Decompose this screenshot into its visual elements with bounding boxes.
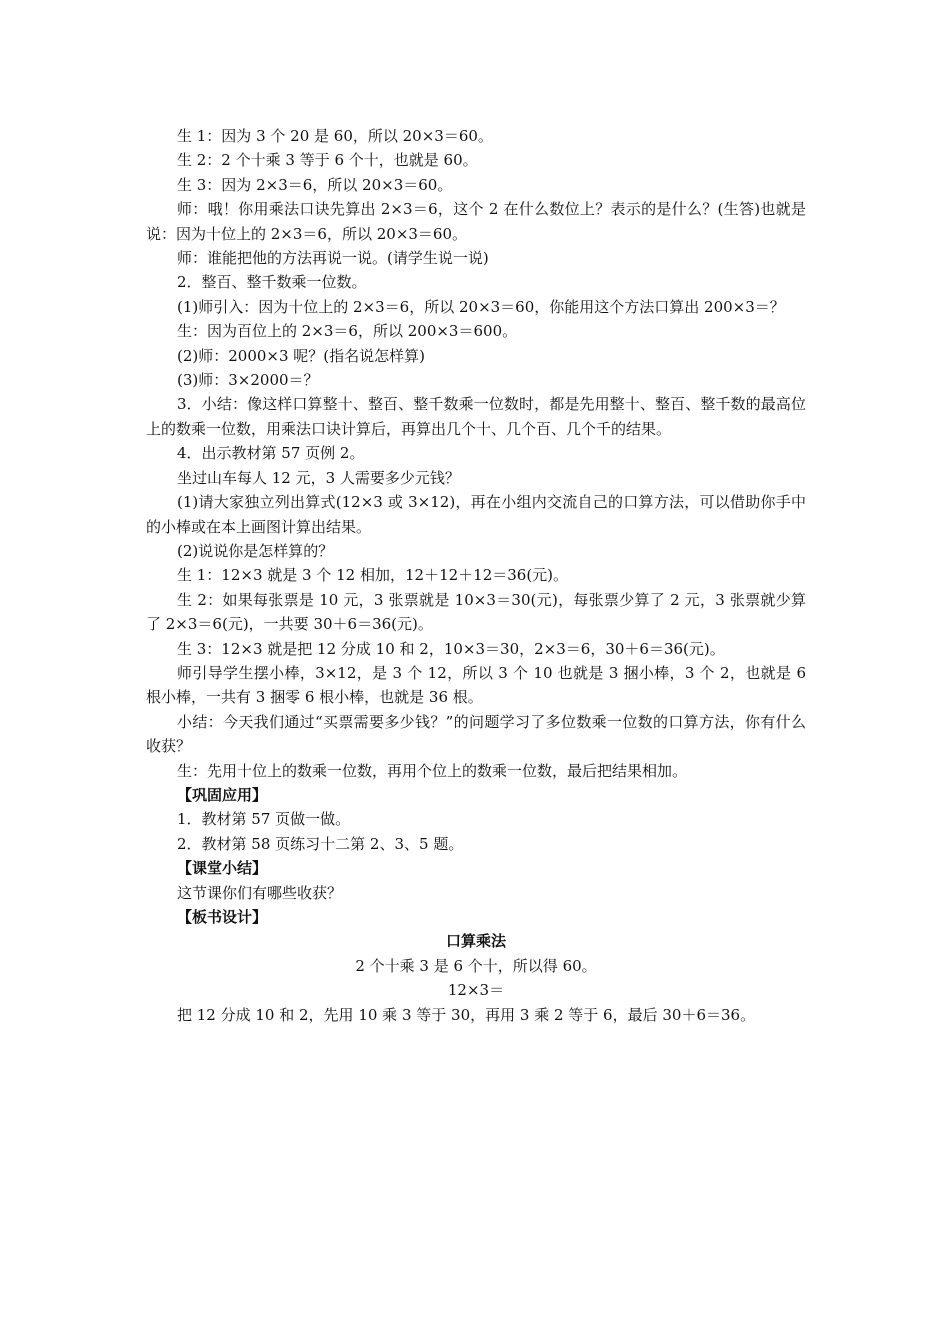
paragraph: 生 1：因为 3 个 20 是 60，所以 20×3＝60。 <box>177 127 493 145</box>
paragraph: 4．出示教材第 57 页例 2。 <box>177 444 365 463</box>
paragraph: 师：谁能把他的方法再说一说。(请学生说一说) <box>177 249 489 268</box>
paragraph: 这节课你们有哪些收获？ <box>177 883 343 902</box>
paragraph: 生：因为百位上的 2×3＝6，所以 200×3＝600。 <box>177 322 518 341</box>
paragraph: 生 3：因为 2×3＝6，所以 20×3＝60。 <box>177 175 453 194</box>
paragraph: 师引导学生摆小棒，3×12，是 3 个 12，所以 3 个 10 也就是 3 捆小棒，3 个 2，也就是 6 根小棒，一共有 3 捆零 6 根小棒，也就是 36 根。 <box>146 663 806 707</box>
paragraph: (3)师：3×2000＝？ <box>177 371 319 390</box>
paragraph: 小结：今天我们通过“买票需要多少钱？”的问题学习了多位数乘一位数的口算方法，你有什么收获？ <box>146 712 806 756</box>
paragraph: 3．小结：像这样口算整十、整百、整千数乘一位数时，都是先用整十、整百、整千数的最高位上的数乘一位数，用乘法口诀计算后，再算出几个十、几个百、几个千的结果。 <box>146 395 806 438</box>
paragraph: 生：先用十位上的数乘一位数，再用个位上的数乘一位数，最后把结果相加。 <box>177 761 688 780</box>
board-line: 12×3＝ <box>447 981 505 1000</box>
paragraph: (1)请大家独立列出算式(12×3 或 3×12)，再在小组内交流自己的口算方法，可以借助你手中的小棒或在本上画图计算出结果。 <box>146 493 806 536</box>
paragraph: 生 1：12×3 就是 3 个 12 相加，12＋12＋12＝36(元)。 <box>177 566 569 585</box>
board-line: 2 个十乘 3 是 6 个十，所以得 60。 <box>355 956 597 975</box>
board-line: 把 12 分成 10 和 2，先用 10 乘 3 等于 30，再用 3 乘 2 等于 6，最后 30＋6＝36。 <box>177 1005 756 1024</box>
board-title: 口算乘法 <box>445 932 506 951</box>
paragraph: 生 2：2 个十乘 3 等于 6 个十，也就是 60。 <box>177 151 478 170</box>
section-heading-consolidate: 【巩固应用】 <box>177 785 268 804</box>
paragraph: 坐过山车每人 12 元，3 人需要多少元钱？ <box>177 468 460 487</box>
paragraph: 2．整百、整千数乘一位数。 <box>177 273 367 292</box>
list-item: 2．教材第 58 页练习十二第 2、3、5 题。 <box>177 834 464 853</box>
section-heading-board: 【板书设计】 <box>177 908 268 926</box>
paragraph: (2)说说你是怎样算的？ <box>177 541 334 560</box>
section-heading-summary: 【课堂小结】 <box>177 859 268 878</box>
paragraph: 生 3：12×3 就是把 12 分成 10 和 2，10×3＝30，2×3＝6，30＋6＝36(元)。 <box>177 639 725 658</box>
paragraph: 师：哦！你用乘法口诀先算出 2×3＝6，这个 2 在什么数位上？表示的是什么？(生答)也就是说：因为十位上的 2×3＝6，所以 20×3＝60。 <box>146 200 806 243</box>
paragraph: (2)师：2000×3 呢？(指名说怎样算) <box>177 346 426 365</box>
paragraph: 生 2：如果每张票是 10 元，3 张票就是 10×3＝30(元)，每张票少算了 2 元，3 张票就少算了 2×3＝6(元)，一共要 30＋6＝36(元)。 <box>146 590 806 634</box>
list-item: 1．教材第 57 页做一做。 <box>177 810 351 829</box>
document-page <box>146 124 806 1027</box>
paragraph: (1)师引入：因为十位上的 2×3＝6，所以 20×3＝60，你能用这个方法口算出 200×3＝？ <box>177 297 785 316</box>
